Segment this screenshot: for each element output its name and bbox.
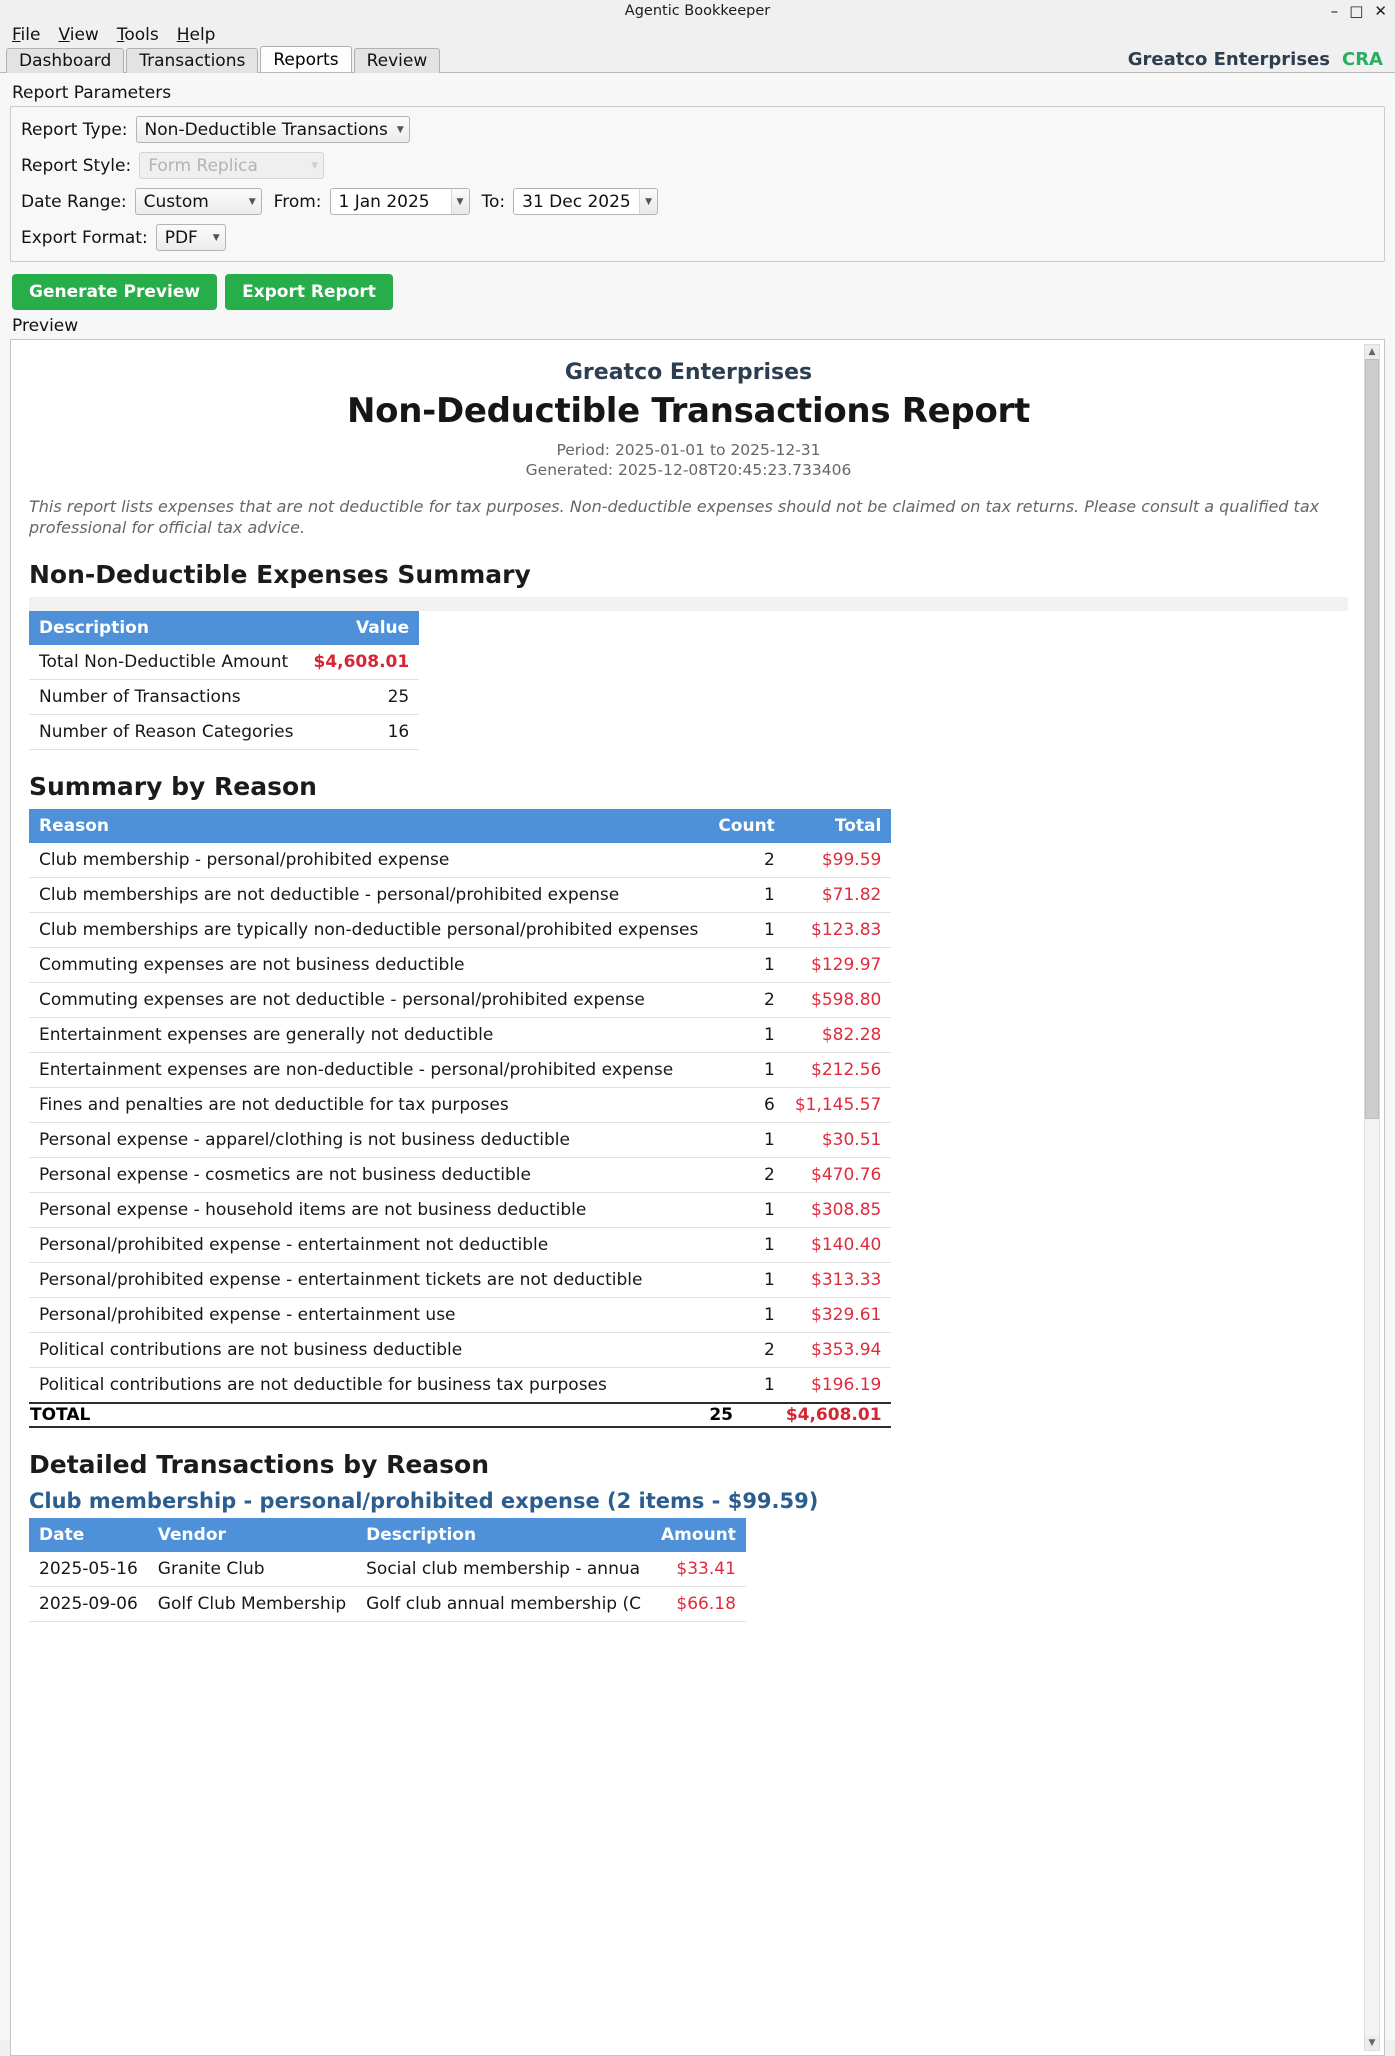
- chevron-down-icon: ▼: [212, 232, 220, 243]
- detail-table-header-row: [29, 1518, 746, 1552]
- from-label: From:: [273, 191, 322, 212]
- summary-shade-bar: [29, 597, 1348, 611]
- detail-col-description: Description: [356, 1518, 651, 1552]
- detail-group-title: Club membership - personal/prohibited expense (2 items - $99.59): [29, 1488, 819, 1513]
- reason-total-amount: $4,608.01: [785, 1403, 892, 1427]
- reason-cell-count: 1: [708, 1052, 785, 1087]
- export-format-row: [21, 224, 1374, 251]
- from-date-value: 1 Jan 2025: [338, 191, 430, 212]
- table-row: [29, 1122, 891, 1157]
- reason-cell-count: 2: [708, 1157, 785, 1192]
- org-badge: CRA: [1341, 49, 1383, 70]
- reason-cell-total: $329.61: [785, 1297, 892, 1332]
- reason-cell-reason: Personal expense - cosmetics are not business deductible: [29, 1157, 708, 1192]
- detail-transactions-table: [29, 1518, 746, 1622]
- reason-cell-count: 1: [708, 947, 785, 982]
- summary-cell-value: $4,608.01: [303, 645, 419, 680]
- reason-cell-count: 1: [708, 1367, 785, 1403]
- maximize-icon[interactable]: □: [1349, 1, 1364, 20]
- to-date-value: 31 Dec 2025: [522, 191, 631, 212]
- reason-total-label: TOTAL: [29, 1403, 708, 1427]
- tab-dashboard[interactable]: Dashboard: [6, 48, 124, 73]
- report-parameters-label: Report Parameters: [12, 83, 172, 103]
- reason-cell-count: 1: [708, 1227, 785, 1262]
- table-row: [29, 1297, 891, 1332]
- reason-cell-reason: Political contributions are not deductible for business tax purposes: [29, 1367, 708, 1403]
- report-disclaimer: This report lists expenses that are not deductible for tax purposes. Non-deductible expenses should not be claimed on tax returns. Please consult a qualified tax professional for official tax advice.: [29, 496, 1320, 537]
- reason-cell-total: $30.51: [785, 1122, 892, 1157]
- reason-cell-count: 1: [708, 877, 785, 912]
- reason-cell-total: $123.83: [785, 912, 892, 947]
- menu-item-help[interactable]: Help: [176, 24, 216, 45]
- reason-table-header-row: [29, 809, 891, 843]
- table-row: [29, 1157, 891, 1192]
- reason-cell-total: $598.80: [785, 982, 892, 1017]
- reason-cell-count: 2: [708, 982, 785, 1017]
- preview-scrollbar[interactable]: [1364, 344, 1380, 2051]
- reason-cell-total: $99.59: [785, 843, 892, 878]
- detail-cell-date: 2025-05-16: [29, 1552, 148, 1587]
- table-row: [29, 947, 891, 982]
- table-row: [29, 982, 891, 1017]
- chevron-down-icon[interactable]: ▼: [451, 189, 469, 214]
- table-row: [29, 1367, 891, 1403]
- table-row: [29, 679, 419, 714]
- date-range-select[interactable]: [135, 188, 262, 215]
- table-row: [29, 1552, 746, 1587]
- reason-cell-count: 2: [708, 1332, 785, 1367]
- reason-cell-total: $71.82: [785, 877, 892, 912]
- window-title: Agentic Bookkeeper: [624, 3, 771, 19]
- table-row: [29, 1087, 891, 1122]
- report-type-select[interactable]: [136, 116, 410, 143]
- reason-table-body: [29, 843, 891, 1403]
- reason-cell-count: 1: [708, 1297, 785, 1332]
- table-row: [29, 1052, 891, 1087]
- export-format-label: Export Format:: [21, 227, 148, 248]
- reason-col-reason: Reason: [29, 809, 708, 843]
- menu-item-tools-rest: ools: [124, 24, 159, 45]
- reason-cell-reason: Personal/prohibited expense - entertainment use: [29, 1297, 708, 1332]
- scrollbar-thumb[interactable]: [1365, 359, 1379, 1119]
- reason-cell-reason: Political contributions are not business deductible: [29, 1332, 708, 1367]
- to-label: To:: [481, 191, 506, 212]
- tab-review[interactable]: Review: [354, 48, 441, 73]
- reason-total-row: [29, 1403, 891, 1427]
- report-period: Period: 2025-01-01 to 2025-12-31: [556, 441, 821, 459]
- org-header: [1128, 49, 1395, 72]
- export-report-button[interactable]: Export Report: [225, 274, 393, 310]
- summary-cell-value: 16: [303, 714, 419, 749]
- report-generated: Generated: 2025-12-08T20:45:23.733406: [525, 460, 852, 479]
- reason-cell-count: 6: [708, 1087, 785, 1122]
- from-date-input[interactable]: [330, 188, 470, 215]
- to-date-input[interactable]: [513, 188, 658, 215]
- date-range-value: Custom: [143, 191, 209, 212]
- reason-cell-total: $470.76: [785, 1157, 892, 1192]
- chevron-down-icon: ▼: [396, 124, 404, 135]
- reason-total-count: 25: [708, 1403, 785, 1427]
- detail-col-date: Date: [29, 1518, 148, 1552]
- report-preview-pane: [10, 339, 1385, 2056]
- detail-heading: Detailed Transactions by Reason: [29, 1449, 489, 1479]
- summary-col-description: Description: [29, 611, 303, 645]
- report-title: Non-Deductible Transactions Report: [347, 391, 1030, 431]
- menu-item-view-rest: iew: [69, 24, 99, 45]
- tab-transactions[interactable]: Transactions: [126, 48, 258, 73]
- detail-cell-amount: $66.18: [651, 1586, 746, 1621]
- detail-cell-date: 2025-09-06: [29, 1586, 148, 1621]
- reason-cell-reason: Entertainment expenses are non-deductible - personal/prohibited expense: [29, 1052, 708, 1087]
- table-row: [29, 1017, 891, 1052]
- reason-cell-reason: Personal expense - household items are not business deductible: [29, 1192, 708, 1227]
- summary-table: [29, 611, 419, 750]
- menu-item-help-rest: elp: [189, 24, 216, 45]
- org-name: Greatco Enterprises: [1127, 49, 1330, 70]
- summary-heading: Non-Deductible Expenses Summary: [29, 559, 531, 589]
- reason-cell-reason: Club memberships are not deductible - personal/prohibited expense: [29, 877, 708, 912]
- reason-col-total: Total: [785, 809, 892, 843]
- main-tab-bar: [0, 47, 1395, 73]
- reason-cell-reason: Club memberships are typically non-deductible personal/prohibited expenses: [29, 912, 708, 947]
- table-row: [29, 1192, 891, 1227]
- table-row: [29, 1332, 891, 1367]
- summary-by-reason-table: [29, 809, 891, 1428]
- report-parameters-box: [10, 106, 1385, 262]
- date-range-row: [21, 188, 1374, 215]
- detail-cell-description: Social club membership - annua: [356, 1552, 651, 1587]
- summary-table-header-row: [29, 611, 419, 645]
- date-range-label: Date Range:: [21, 191, 127, 212]
- reason-col-count: Count: [708, 809, 785, 843]
- reason-cell-total: $82.28: [785, 1017, 892, 1052]
- reason-cell-total: $353.94: [785, 1332, 892, 1367]
- reason-cell-reason: Fines and penalties are not deductible for tax purposes: [29, 1087, 708, 1122]
- summary-cell-description: Total Non-Deductible Amount: [29, 645, 303, 680]
- reason-heading: Summary by Reason: [29, 771, 317, 801]
- table-row: [29, 645, 419, 680]
- table-row: [29, 912, 891, 947]
- scroll-up-icon[interactable]: ▲: [1365, 345, 1379, 359]
- reason-cell-reason: Personal/prohibited expense - entertainment not deductible: [29, 1227, 708, 1262]
- reason-cell-reason: Commuting expenses are not deductible - personal/prohibited expense: [29, 982, 708, 1017]
- reason-cell-count: 1: [708, 912, 785, 947]
- reason-cell-total: $1,145.57: [785, 1087, 892, 1122]
- menu-item-view[interactable]: View: [58, 24, 99, 45]
- reason-cell-count: 1: [708, 1262, 785, 1297]
- chevron-down-icon: ▼: [248, 196, 256, 207]
- summary-cell-description: Number of Reason Categories: [29, 714, 303, 749]
- reason-cell-reason: Personal/prohibited expense - entertainment tickets are not deductible: [29, 1262, 708, 1297]
- table-row: [29, 1227, 891, 1262]
- report-style-row: [21, 152, 1374, 179]
- summary-col-value: Value: [303, 611, 419, 645]
- report-type-value: Non-Deductible Transactions: [144, 119, 388, 140]
- reason-cell-total: $212.56: [785, 1052, 892, 1087]
- detail-col-amount: Amount: [651, 1518, 746, 1552]
- detail-table-body: [29, 1552, 746, 1622]
- window-title-bar: [0, 0, 1395, 22]
- window-controls: [1331, 0, 1387, 22]
- report-style-label: Report Style:: [21, 155, 132, 176]
- reason-cell-total: $196.19: [785, 1367, 892, 1403]
- reason-cell-reason: Personal expense - apparel/clothing is not business deductible: [29, 1122, 708, 1157]
- reason-cell-count: 1: [708, 1017, 785, 1052]
- reports-panel: [0, 73, 1395, 2048]
- export-format-value: PDF: [164, 227, 198, 248]
- table-row: [29, 714, 419, 749]
- reason-cell-total: $140.40: [785, 1227, 892, 1262]
- reason-cell-count: 2: [708, 843, 785, 878]
- report-org-name: Greatco Enterprises: [564, 360, 813, 385]
- table-row: [29, 1586, 746, 1621]
- minimize-icon[interactable]: –: [1330, 1, 1339, 20]
- summary-cell-value: 25: [303, 679, 419, 714]
- scrollbar-track[interactable]: [1365, 359, 1379, 2036]
- close-icon[interactable]: ✕: [1374, 1, 1387, 20]
- summary-cell-description: Number of Transactions: [29, 679, 303, 714]
- report-style-select: [139, 152, 324, 179]
- reason-cell-total: $129.97: [785, 947, 892, 982]
- table-row: [29, 877, 891, 912]
- detail-cell-vendor: Granite Club: [148, 1552, 356, 1587]
- detail-col-vendor: Vendor: [148, 1518, 356, 1552]
- menu-bar: [0, 22, 1395, 47]
- table-row: [29, 1262, 891, 1297]
- menu-item-file[interactable]: File: [12, 24, 41, 45]
- generate-preview-button[interactable]: Generate Preview: [12, 274, 217, 310]
- report-action-buttons: [12, 274, 1385, 310]
- reason-cell-reason: Club membership - personal/prohibited expense: [29, 843, 708, 878]
- table-row: [29, 843, 891, 878]
- report-type-row: [21, 116, 1374, 143]
- reason-cell-total: $313.33: [785, 1262, 892, 1297]
- preview-label: Preview: [12, 316, 79, 336]
- detail-cell-vendor: Golf Club Membership: [148, 1586, 356, 1621]
- menu-item-file-rest: ile: [20, 24, 41, 45]
- reason-cell-reason: Entertainment expenses are generally not deductible: [29, 1017, 708, 1052]
- detail-cell-description: Golf club annual membership (C: [356, 1586, 651, 1621]
- reason-cell-count: 1: [708, 1192, 785, 1227]
- report-style-value: Form Replica: [148, 155, 258, 176]
- tab-reports[interactable]: Reports: [260, 46, 351, 72]
- scroll-down-icon[interactable]: ▼: [1365, 2036, 1379, 2050]
- chevron-down-icon: ▼: [311, 160, 319, 171]
- detail-cell-amount: $33.41: [651, 1552, 746, 1587]
- report-type-label: Report Type:: [21, 119, 128, 140]
- chevron-down-icon[interactable]: ▼: [639, 189, 657, 214]
- reason-cell-total: $308.85: [785, 1192, 892, 1227]
- reason-cell-reason: Commuting expenses are not business deductible: [29, 947, 708, 982]
- export-format-select[interactable]: [156, 224, 226, 251]
- menu-item-tools[interactable]: Tools: [116, 24, 159, 45]
- reason-cell-count: 1: [708, 1122, 785, 1157]
- report-document: [15, 344, 1362, 2051]
